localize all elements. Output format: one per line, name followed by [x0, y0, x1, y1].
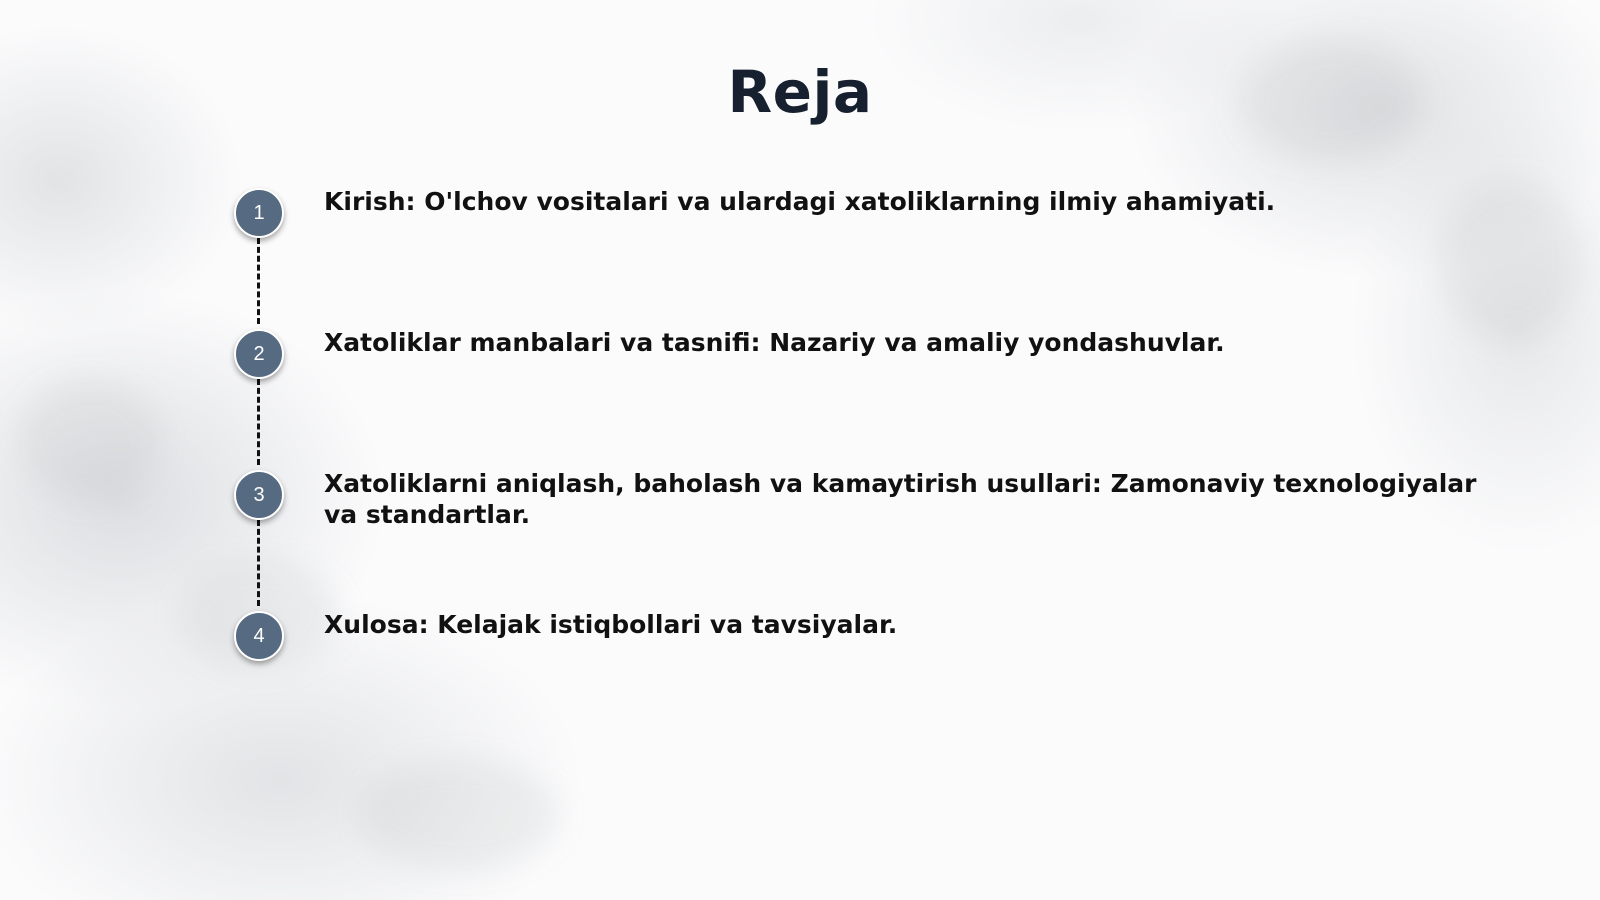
background-blob: [360, 760, 560, 870]
agenda-number-badge: 3: [234, 470, 284, 520]
agenda-number-badge: 4: [234, 611, 284, 661]
background-blob: [20, 380, 160, 500]
agenda-item-text: Xatoliklar manbalari va tasnifi: Nazariy va amaliy yondashuvlar.: [324, 328, 1225, 357]
slide-title: Reja: [727, 58, 873, 126]
agenda-number-badge: 2: [234, 329, 284, 379]
timeline-connector: [257, 520, 260, 606]
agenda-item-text: Kirish: O'lchov vositalari va ulardagi xatoliklarning ilmiy ahamiyati.: [324, 187, 1276, 216]
timeline-connector: [257, 379, 260, 465]
agenda-number-badge: 1: [234, 188, 284, 238]
agenda-item-text: Xatoliklarni aniqlash, baholash va kamaytirish usullari: Zamonaviy texnologiyalar va standartlar.: [324, 469, 1477, 529]
agenda-item-text: Xulosa: Kelajak istiqbollari va tavsiyalar.: [324, 610, 898, 639]
timeline-connector: [257, 238, 260, 324]
